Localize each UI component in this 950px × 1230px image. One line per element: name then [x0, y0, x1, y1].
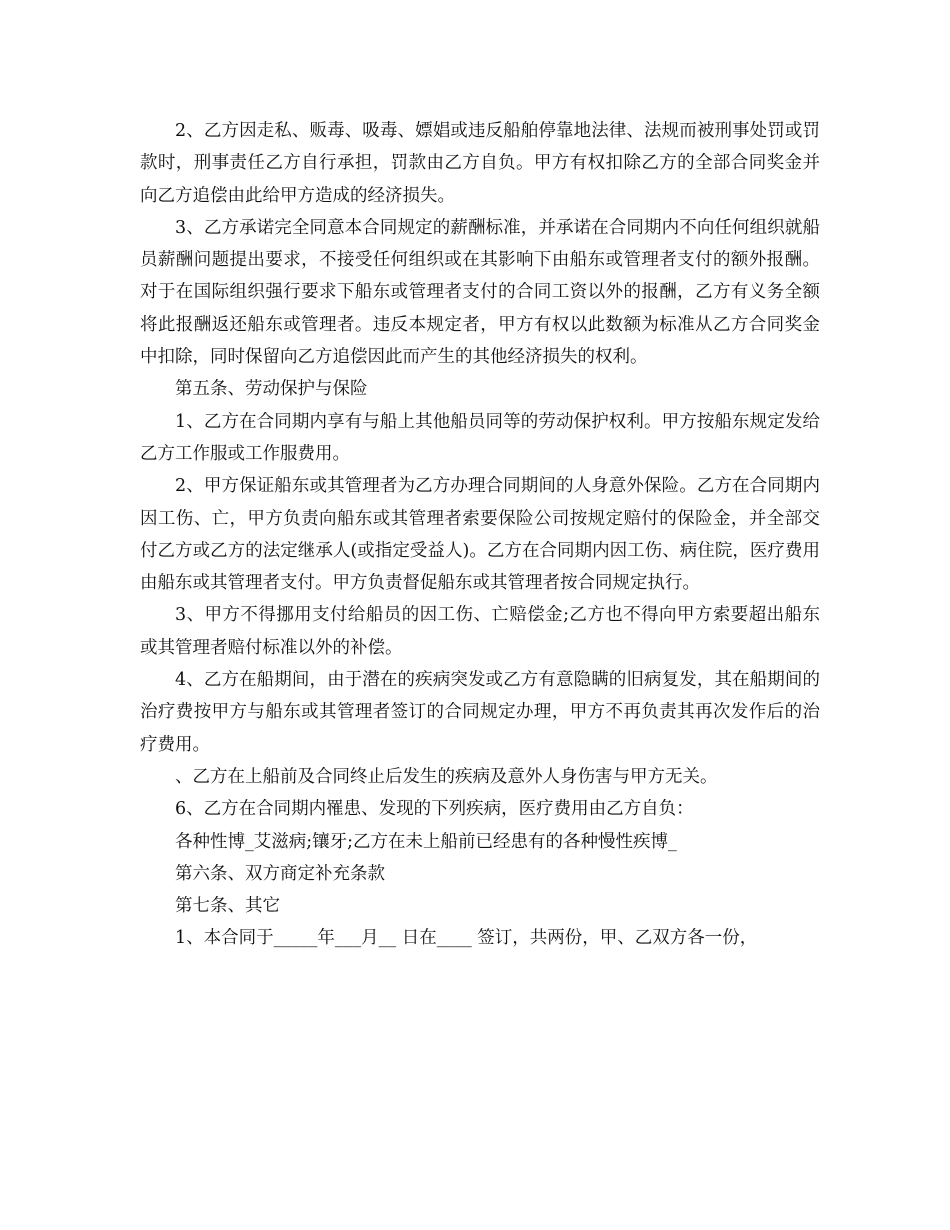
clause-paragraph: 2、甲方保证船东或其管理者为乙方办理合同期间的人身意外保险。乙方在合同期内因工伤、亡，甲方负责向船东或其管理者索要保险公司按规定赔付的保险金，并全部交付乙方或乙方的法定继承人(或指定受益人)。乙方在合同期内因工伤、病住院，医疗费用由船东或其管理者支付。甲方负责督促船东或其管理者按合同规定执行。: [140, 476, 820, 594]
document-body: [140, 115, 820, 955]
clause-paragraph: 1、本合同于_____年___月__ 日在____ 签订，共两份，甲、乙双方各一份，: [175, 928, 758, 949]
clause-paragraph: 1、乙方在合同期内享有与船上其他船员同等的劳动保护权利。甲方按船东规定发给乙方工作服或工作服费用。: [140, 411, 820, 464]
clause-paragraph: 6、乙方在合同期内罹患、发现的下列疾病，医疗费用由乙方自负：: [175, 799, 694, 820]
clause-paragraph: 2、乙方因走私、贩毒、吸毒、嫖娼或违反船舶停靠地法律、法规而被刑事处罚或罚款时，刑事责任乙方自行承担，罚款由乙方自负。甲方有权扣除乙方的全部合同奖金并向乙方追偿由此给甲方造成的经济损失。: [140, 121, 820, 206]
section-heading: 第五条、劳动保护与保险: [175, 379, 368, 400]
clause-paragraph: 3、乙方承诺完全同意本合同规定的薪酬标准，并承诺在合同期内不向任何组织就船员薪酬问题提出要求，不接受任何组织或在其影响下由船东或管理者支付的额外报酬。对于在国际组织强行要求下船东或管理者支付的合同工资以外的报酬，乙方有义务全额将此报酬返还船东或管理者。违反本规定者，甲方有权以此数额为标准从乙方合同奖金中扣除，同时保留向乙方追偿因此而产生的其他经济损失的权利。: [140, 217, 820, 368]
section-heading: 第七条、其它: [175, 896, 280, 917]
clause-paragraph: 3、甲方不得挪用支付给船员的因工伤、亡赔偿金;乙方也不得向甲方索要超出船东或其管理者赔付标准以外的补偿。: [140, 605, 820, 658]
section-heading: 第六条、双方商定补充条款: [175, 863, 385, 884]
clause-paragraph: 4、乙方在船期间，由于潜在的疾病突发或乙方有意隐瞒的旧病复发，其在船期间的治疗费按甲方与船东或其管理者签订的合同规定办理，甲方不再负责其再次发作后的治疗费用。: [140, 670, 820, 755]
clause-paragraph: 、乙方在上船前及合同终止后发生的疾病及意外人身伤害与甲方无关。: [175, 766, 718, 787]
disease-list: 各种性博_艾滋病;镶牙;乙方在未上船前已经患有的各种慢性疾博_: [175, 831, 677, 852]
